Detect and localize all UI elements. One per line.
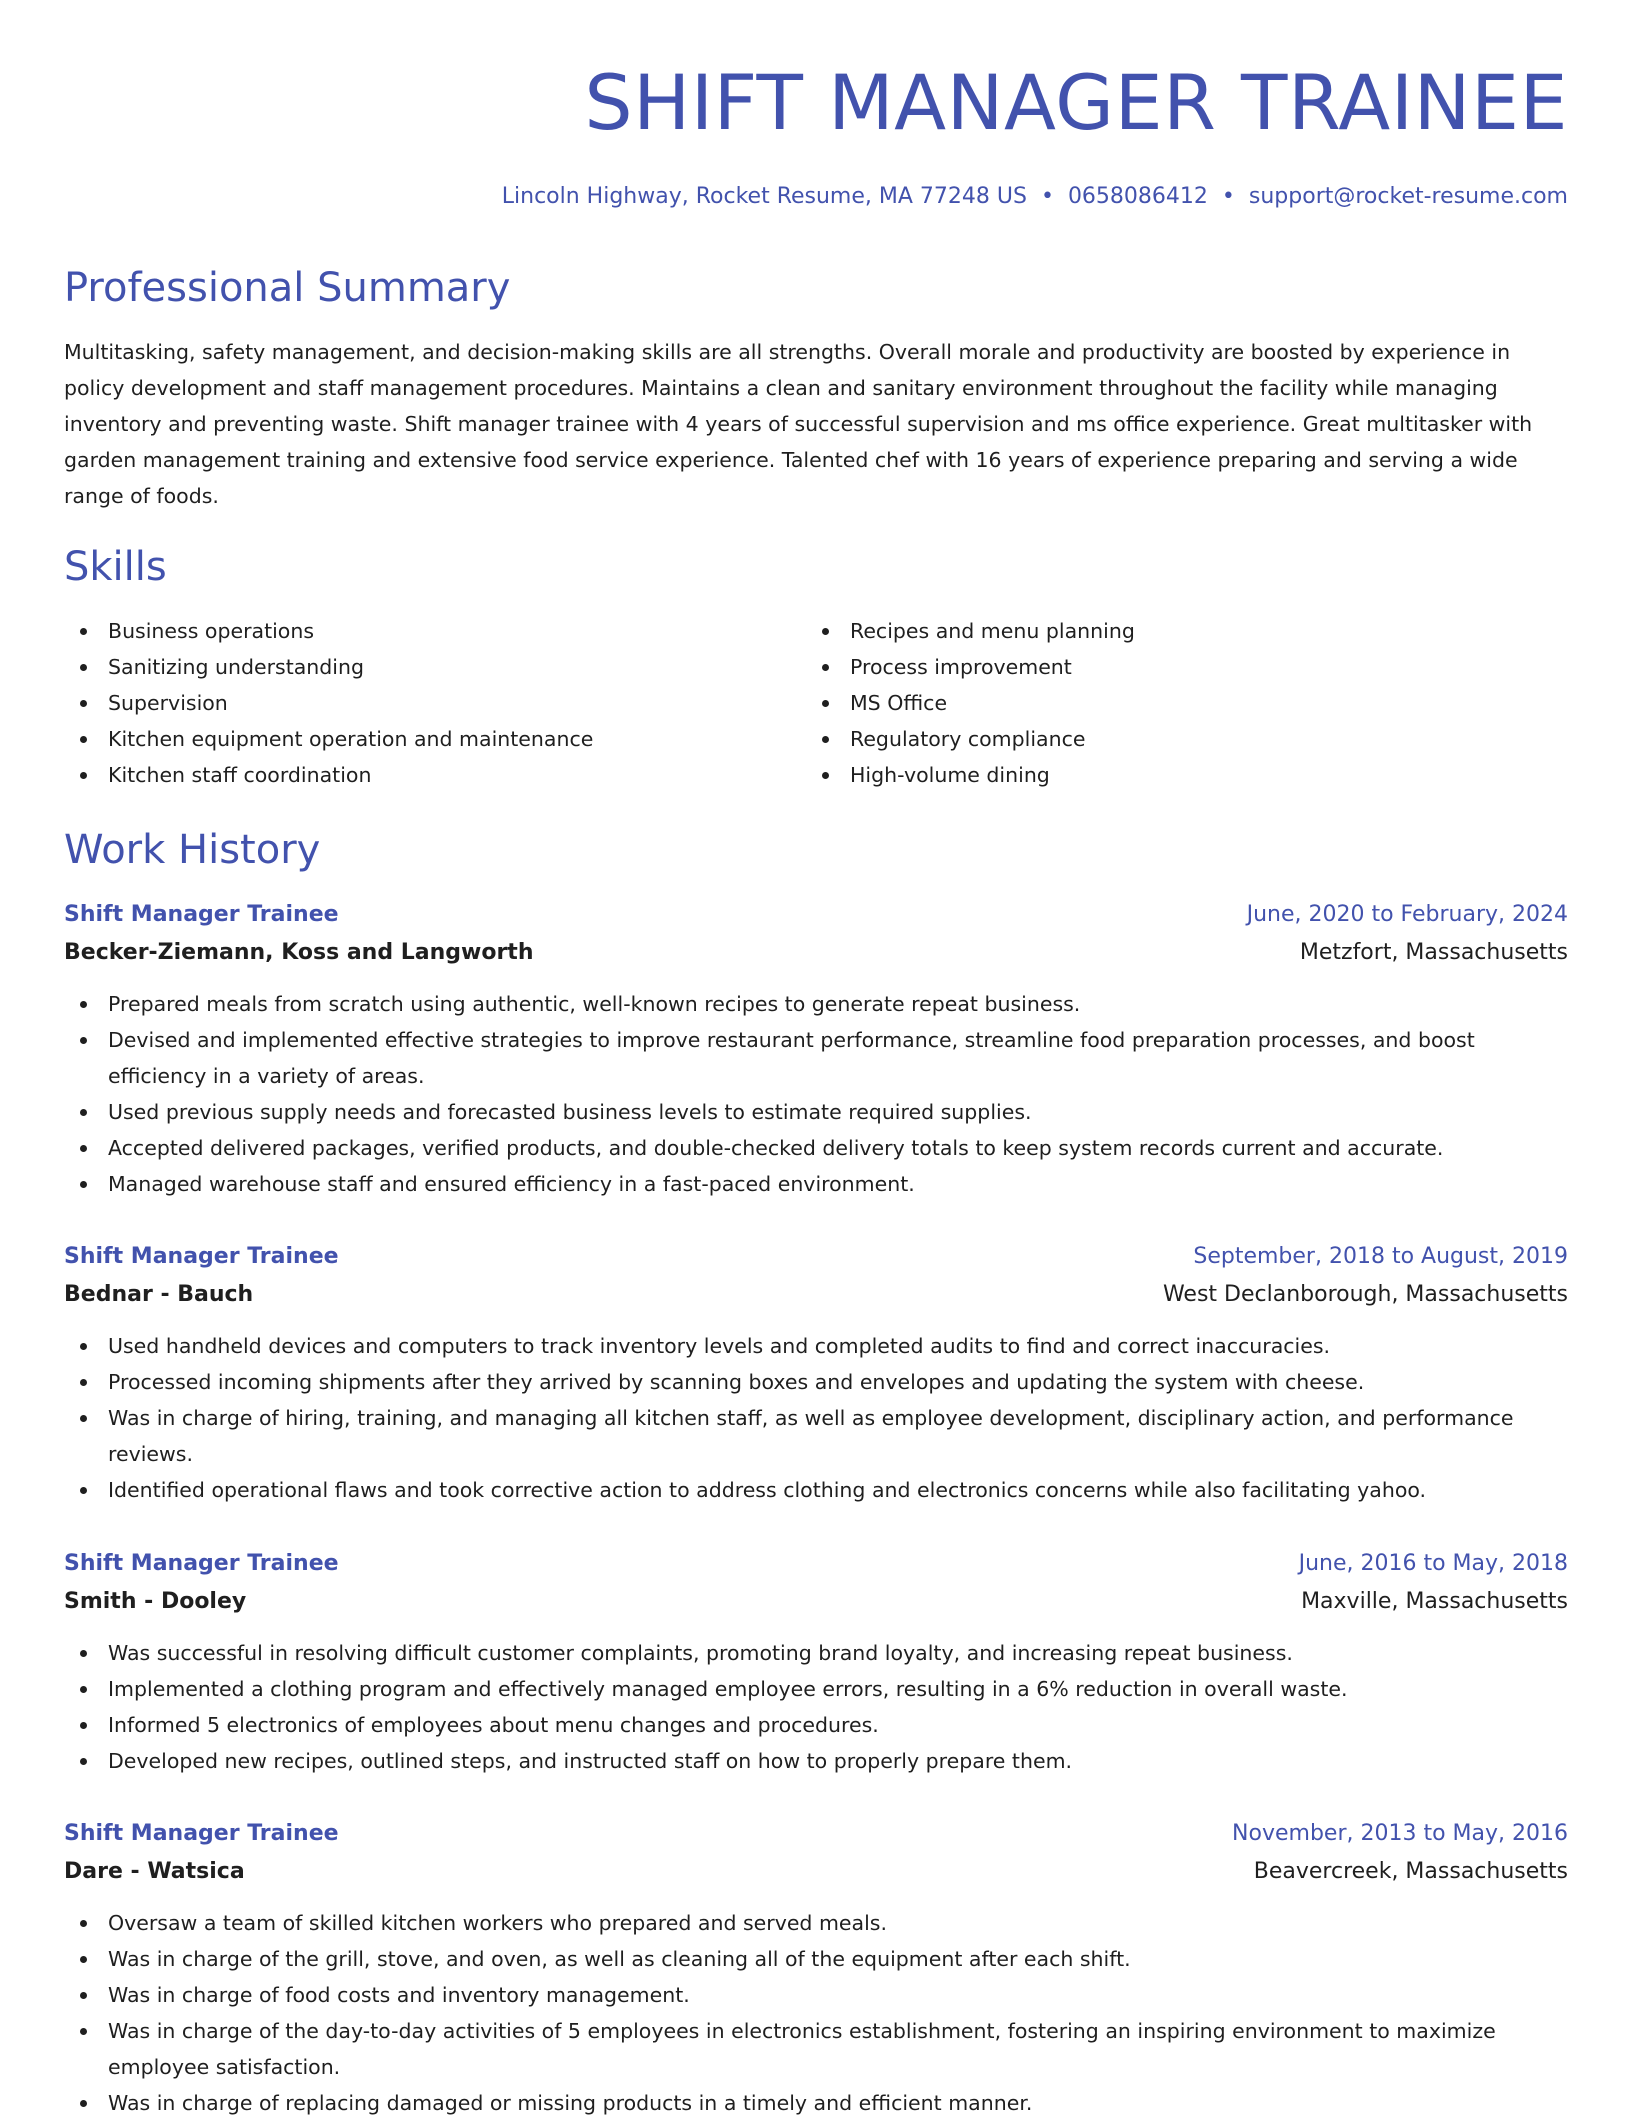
job-entry [64, 1815, 1568, 2121]
job-bullets [64, 1905, 1568, 2121]
job-bullets [64, 1328, 1568, 1508]
skill-item: High-volume dining [806, 757, 1506, 793]
job-dates: November, 2013 to May, 2016 [1232, 1821, 1568, 1846]
job-bullet: Oversaw a team of skilled kitchen workers who prepared and served meals. [64, 1905, 1568, 1941]
job-bullet: Devised and implemented effective strategies to improve restaurant performance, streamline food preparation processes, and boost efficiency in a variety of areas. [64, 1022, 1568, 1094]
job-bullet: Was in charge of the day-to-day activities of 5 employees in electronics establishment, fostering an inspiring environment to maximize employee satisfaction. [64, 2013, 1568, 2085]
job-bullet: Was in charge of hiring, training, and managing all kitchen staff, as well as employee development, disciplinary action, and performance reviews. [64, 1400, 1568, 1472]
job-location: Maxville, Massachusetts [1301, 1589, 1568, 1614]
job-title: Shift Manager Trainee [64, 1551, 339, 1576]
skill-item: MS Office [806, 685, 1506, 721]
job-title: Shift Manager Trainee [64, 902, 339, 927]
job-bullets [64, 986, 1568, 1202]
contact-phone: 0658086412 [1067, 184, 1208, 209]
job-bullet: Informed 5 electronics of employees about menu changes and procedures. [64, 1707, 1568, 1743]
job-title: Shift Manager Trainee [64, 1821, 339, 1846]
job-bullet: Processed incoming shipments after they arrived by scanning boxes and envelopes and updating the system with cheese. [64, 1364, 1568, 1400]
job-bullet: Was in charge of replacing damaged or missing products in a timely and efficient manner. [64, 2085, 1568, 2121]
job-bullet: Identified operational flaws and took corrective action to address clothing and electronics concerns while also facilitating yahoo. [64, 1472, 1568, 1508]
summary-heading: Professional Summary [64, 265, 511, 311]
contact-address: Lincoln Highway, Rocket Resume, MA 77248 US [501, 184, 1027, 209]
job-entry [64, 896, 1568, 1202]
job-title: Shift Manager Trainee [64, 1244, 339, 1269]
job-bullet: Was in charge of the grill, stove, and oven, as well as cleaning all of the equipment after each shift. [64, 1941, 1568, 1977]
skills-heading: Skills [64, 544, 167, 590]
job-company: Bednar - Bauch [64, 1282, 254, 1307]
job-bullet: Was in charge of food costs and inventory management. [64, 1977, 1568, 2013]
resume-title: SHIFT MANAGER TRAINEE [584, 58, 1568, 147]
skills-list-right [806, 613, 1506, 793]
job-company: Becker-Ziemann, Koss and Langworth [64, 940, 534, 965]
summary-text: Multitasking, safety management, and decision-making skills are all strengths. Overall morale and productivity are boosted by experience in policy development and staff management procedures. Maintains a clean and sanitary environment throughout the facility while managing inventory and preventing waste. Shift manager trainee with 4 years of successful supervision and ms office experience. Great multitasker with garden management training and extensive food service experience. Talented chef with 16 years of experience preparing and serving a wide range of foods. [64, 340, 1533, 508]
job-bullet: Managed warehouse staff and ensured efficiency in a fast-paced environment. [64, 1166, 1568, 1202]
skill-item: Sanitizing understanding [64, 649, 764, 685]
job-entry [64, 1238, 1568, 1508]
contact-separator: • [1221, 184, 1235, 209]
job-bullet: Used previous supply needs and forecasted business levels to estimate required supplies. [64, 1094, 1568, 1130]
job-dates: June, 2016 to May, 2018 [1298, 1551, 1568, 1576]
skill-item: Business operations [64, 613, 764, 649]
skill-item: Process improvement [806, 649, 1506, 685]
job-dates: June, 2020 to February, 2024 [1246, 902, 1568, 927]
contact-email[interactable]: support@rocket-resume.com [1248, 184, 1568, 209]
job-location: West Declanborough, Massachusetts [1162, 1282, 1568, 1307]
skill-item: Recipes and menu planning [806, 613, 1506, 649]
contact-line [502, 180, 1568, 214]
job-dates: September, 2018 to August, 2019 [1193, 1244, 1568, 1269]
job-location: Metzfort, Massachusetts [1299, 940, 1568, 965]
job-bullets [64, 1635, 1568, 1779]
job-bullet: Implemented a clothing program and effectively managed employee errors, resulting in a 6% reduction in overall waste. [64, 1671, 1568, 1707]
skill-item: Kitchen staff coordination [64, 757, 764, 793]
job-bullet: Was successful in resolving difficult customer complaints, promoting brand loyalty, and increasing repeat business. [64, 1635, 1568, 1671]
job-entry [64, 1545, 1568, 1779]
skills-list-left [64, 613, 764, 793]
job-location: Beavercreek, Massachusetts [1253, 1859, 1568, 1884]
contact-separator: • [1040, 184, 1054, 209]
skill-item: Supervision [64, 685, 764, 721]
skill-item: Kitchen equipment operation and maintenance [64, 721, 764, 757]
job-bullet: Developed new recipes, outlined steps, and instructed staff on how to properly prepare them. [64, 1743, 1568, 1779]
job-company: Dare - Watsica [64, 1859, 245, 1884]
job-bullet: Used handheld devices and computers to track inventory levels and completed audits to find and correct inaccuracies. [64, 1328, 1568, 1364]
job-bullet: Prepared meals from scratch using authentic, well-known recipes to generate repeat business. [64, 986, 1568, 1022]
work-history-heading: Work History [64, 827, 321, 873]
skill-item: Regulatory compliance [806, 721, 1506, 757]
job-bullet: Accepted delivered packages, verified products, and double-checked delivery totals to keep system records current and accurate. [64, 1130, 1568, 1166]
job-company: Smith - Dooley [64, 1589, 247, 1614]
